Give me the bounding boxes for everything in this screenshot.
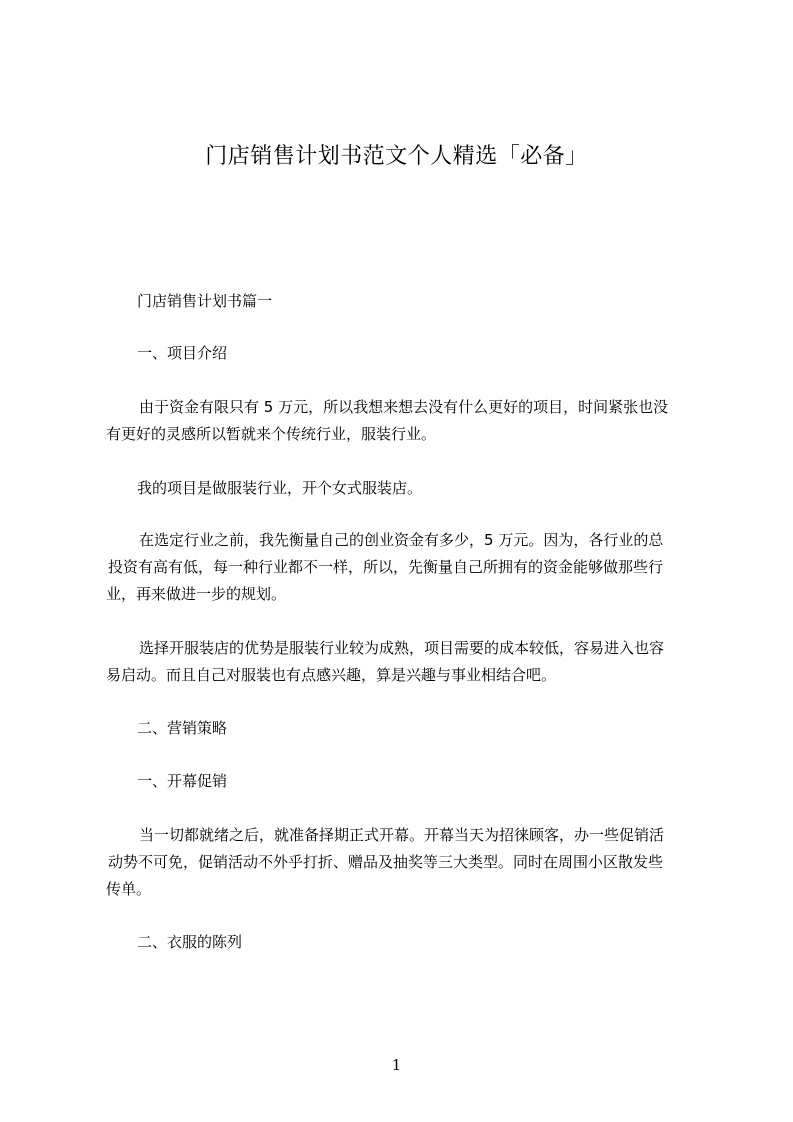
paragraph-line: 易启动。而且自己对服装也有点感兴趣，算是兴趣与事业相结合吧。 (106, 666, 557, 684)
section-heading: 二、衣服的陈列 (137, 933, 243, 951)
paragraph-line: 当一切都就绪之后，就准备择期正式开幕。开幕当天为招徕顾客，办一些促销活 (139, 826, 665, 844)
paragraph-line: 由于资金有限只有 5 万元，所以我想来想去没有什么更好的项目，时间紧张也没 (139, 398, 669, 416)
paragraph-line: 业，再来做进一步的规划。 (106, 585, 287, 603)
paragraph-line: 选择开服装店的优势是服装行业较为成熟，项目需要的成本较低，容易进入也容 (139, 639, 665, 657)
page-number: 1 (391, 1056, 402, 1074)
section-heading: 一、开幕促销 (137, 772, 228, 790)
paragraph-line: 有更好的灵感所以暂就来个传统行业，服装行业。 (106, 425, 437, 443)
section-heading: 二、营销策略 (137, 719, 228, 737)
section-heading: 门店销售计划书篇一 (137, 292, 273, 310)
paragraph-line: 投资有高有低，每一种行业都不一样，所以，先衡量自己所拥有的资金能够做那些行 (108, 558, 664, 576)
paragraph-line: 动势不可免，促销活动不外乎打折、赠品及抽奖等三大类型。同时在周围小区散发些 (108, 853, 664, 871)
paragraph-line: 在选定行业之前，我先衡量自己的创业资金有多少，5 万元。因为，各行业的总 (139, 531, 664, 549)
paragraph-line: 我的项目是做服装行业，开个女式服装店。 (137, 479, 423, 497)
section-heading: 一、项目介绍 (137, 344, 228, 362)
document-title: 门店销售计划书范文个人精选「必备」 (205, 144, 588, 169)
paragraph-line: 传单。 (106, 880, 152, 898)
